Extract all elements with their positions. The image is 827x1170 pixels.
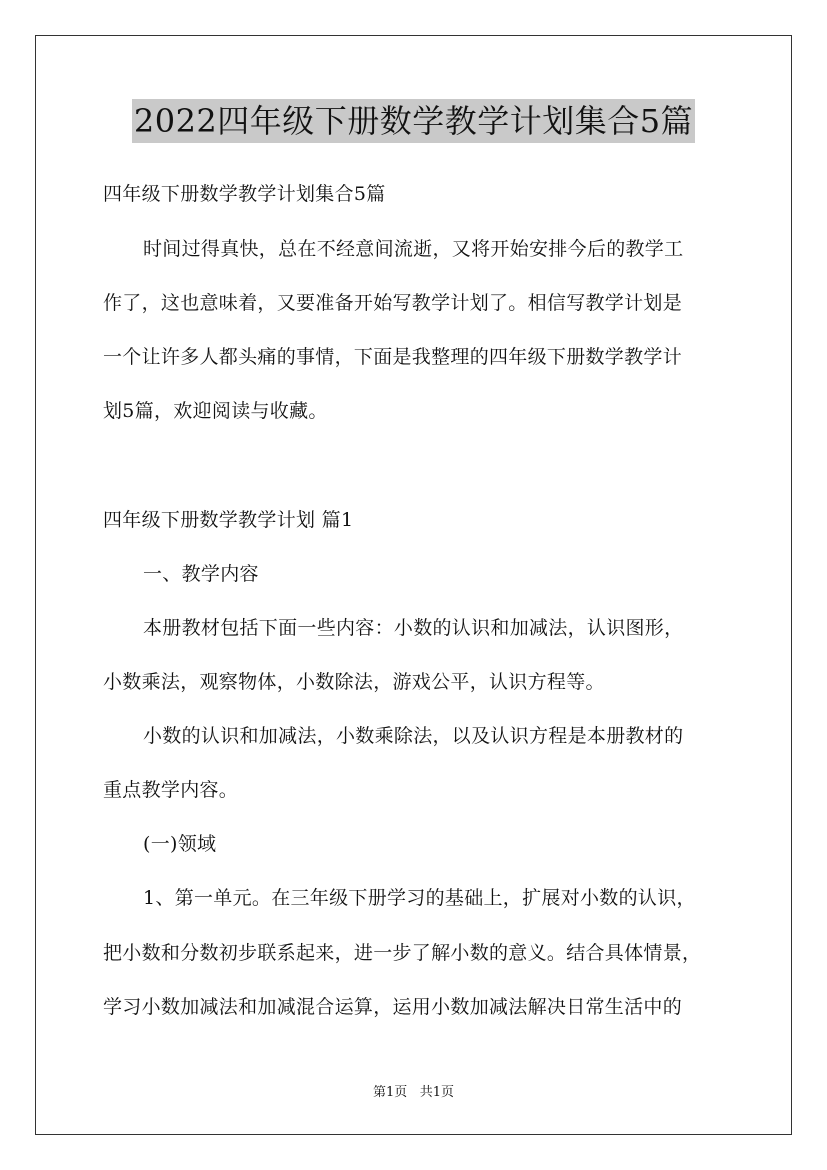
document-subtitle: 四年级下册数学教学计划集合5篇 [103, 183, 386, 205]
para1-line-1: 本册教材包括下面一些内容：小数的认识和加减法，认识图形， [143, 617, 684, 639]
para2-line-1: 小数的认识和加减法，小数乘除法，以及认识方程是本册教材的 [143, 725, 684, 747]
intro-line-1: 时间过得真快，总在不经意间流逝，又将开始安排今后的教学工 [143, 238, 684, 260]
para3-line-2: 把小数和分数初步联系起来，进一步了解小数的意义。结合具体情景， [103, 942, 702, 964]
page-number: 第1页 [373, 1085, 408, 1100]
sub-heading: (一)领域 [143, 833, 217, 855]
section-heading: 四年级下册数学教学计划 篇1 [103, 509, 354, 531]
title-container [0, 99, 827, 143]
intro-line-3: 一个让许多人都头痛的事情，下面是我整理的四年级下册数学教学计 [103, 346, 683, 368]
para3-line-1: 1、第一单元。在三年级下册学习的基础上，扩展对小数的认识， [143, 887, 696, 909]
part-heading: 一、教学内容 [143, 563, 259, 585]
para2-line-2: 重点教学内容。 [103, 779, 239, 801]
intro-line-4: 划5篇，欢迎阅读与收藏。 [103, 400, 328, 422]
page-footer [0, 1084, 827, 1102]
para3-line-3: 学习小数加减法和加减混合运算，运用小数加减法解决日常生活中的 [103, 996, 683, 1018]
page-total: 共1页 [419, 1085, 454, 1100]
intro-line-2: 作了，这也意味着，又要准备开始写教学计划了。相信写教学计划是 [103, 292, 683, 314]
para1-line-2: 小数乘法，观察物体，小数除法，游戏公平，认识方程等。 [103, 671, 605, 693]
document-title: 2022四年级下册数学教学计划集合5篇 [132, 99, 695, 143]
